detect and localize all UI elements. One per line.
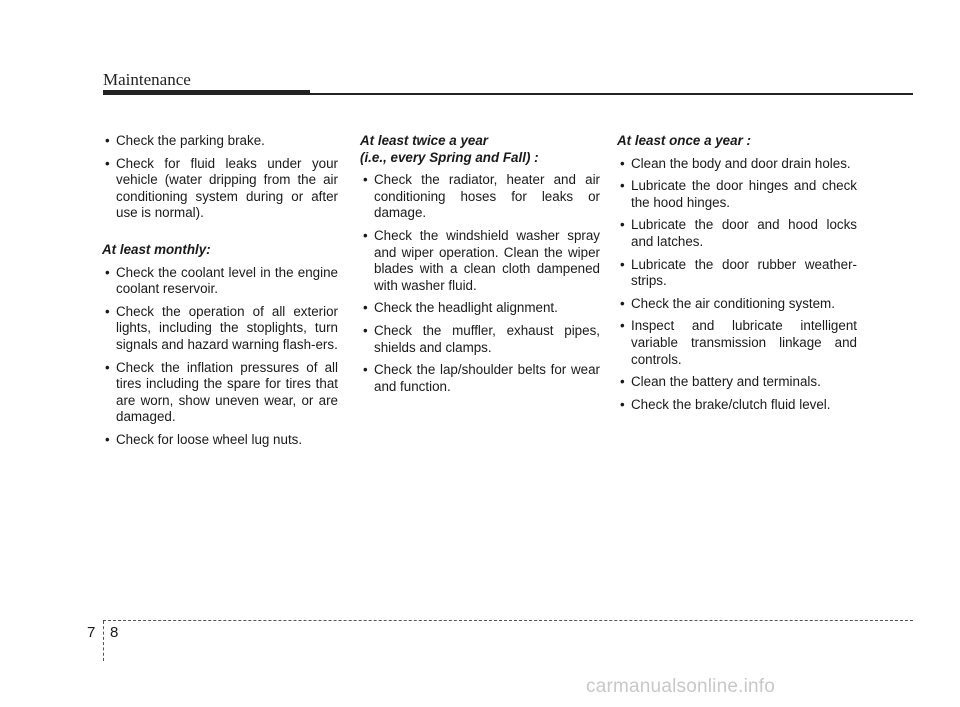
footer-rule — [103, 620, 913, 621]
bullet: • — [105, 264, 110, 280]
list-item-text: Check for loose wheel lug nuts. — [116, 431, 303, 447]
list-item-text: Check the air conditioning system. — [631, 295, 835, 311]
checklist-monthly — [102, 265, 338, 449]
list-item — [617, 217, 857, 250]
list-item — [102, 265, 338, 298]
checklist-yearly — [617, 156, 857, 414]
list-item — [360, 300, 600, 317]
list-item-text: Lubricate the door hinges and check the hood hinges. — [631, 178, 857, 210]
list-item-text: Check the brake/clutch fluid level. — [631, 396, 831, 412]
bullet: • — [620, 256, 625, 272]
checklist-twice-yearly — [360, 172, 600, 395]
list-item — [617, 397, 857, 414]
list-item-text: Check the operation of all exterior lights, including the stoplights, turn signals and hazard warning flash-ers. — [116, 303, 338, 352]
list-item-text: Check the parking brake. — [116, 133, 265, 148]
list-item — [617, 178, 857, 211]
list-item-text: Lubricate the door rubber weather-strips. — [631, 256, 857, 289]
list-item — [360, 228, 600, 294]
list-item — [102, 432, 338, 449]
list-item — [617, 257, 857, 290]
list-item — [102, 304, 338, 354]
list-item-text: Check the coolant level in the engine coolant reservoir. — [116, 264, 338, 297]
list-item-text: Check the headlight alignment. — [374, 300, 558, 316]
section-heading-monthly: At least monthly: — [102, 241, 211, 257]
checklist-top — [102, 133, 338, 222]
list-item — [360, 362, 600, 395]
section-heading-yearly: At least once a year : — [617, 133, 751, 148]
bullet: • — [620, 374, 625, 390]
list-item — [102, 156, 338, 222]
list-item-text: Check the radiator, heater and air conditioning hoses for leaks or damage. — [374, 172, 600, 221]
header-title: Maintenance — [103, 70, 191, 89]
heading-line-2: (i.e., every Spring and Fall) : — [360, 149, 539, 165]
list-item-text: Lubricate the door and hood locks and latches. — [631, 217, 857, 249]
bullet: • — [620, 396, 625, 412]
bullet: • — [620, 318, 625, 334]
list-item-text: Check the muffler, exhaust pipes, shields and clamps. — [374, 322, 600, 355]
list-item — [617, 156, 857, 173]
list-item — [102, 360, 338, 426]
bullet: • — [363, 300, 368, 316]
list-item-text: Clean the battery and terminals. — [631, 374, 821, 390]
list-item — [617, 296, 857, 313]
bullet: • — [105, 431, 110, 447]
bullet: • — [620, 217, 625, 233]
column-1 — [102, 133, 338, 455]
footer-divider — [103, 621, 104, 661]
bullet: • — [363, 362, 368, 378]
list-item — [617, 374, 857, 391]
bullet: • — [363, 227, 368, 243]
list-item — [617, 318, 857, 368]
watermark: carmanualsonline.info — [586, 676, 776, 697]
list-item-text: Check the lap/shoulder belts for wear and function. — [374, 362, 600, 394]
bullet: • — [363, 322, 368, 338]
heading-line-1: At least twice a year — [360, 133, 489, 148]
bullet: • — [105, 359, 110, 375]
bullet: • — [105, 155, 110, 171]
page-number: 8 — [110, 624, 119, 641]
bullet: • — [105, 133, 110, 148]
list-item-text: Check the windshield washer spray and wiper operation. Clean the wiper blades with a clean cloth dampened with washer fluid. — [374, 227, 600, 293]
list-item-text: Inspect and lubricate intelligent variable transmission linkage and controls. — [631, 318, 857, 367]
list-item-text: Check for fluid leaks under your vehicle (water dripping from the air conditioning system during or after use is normal). — [116, 155, 338, 221]
bullet: • — [620, 178, 625, 194]
column-2 — [360, 133, 600, 401]
page-chapter-number: 7 — [87, 624, 96, 641]
bullet: • — [620, 155, 625, 171]
list-item — [360, 172, 600, 222]
list-item — [102, 133, 338, 150]
list-item — [360, 323, 600, 356]
header-rule-thick — [103, 90, 310, 95]
bullet: • — [105, 303, 110, 319]
column-3 — [617, 133, 857, 419]
bullet: • — [620, 295, 625, 311]
bullet: • — [363, 172, 368, 188]
header-rule-thin — [310, 93, 913, 95]
list-item-text: Check the inflation pressures of all tires including the spare for tires that are worn, show uneven wear, or are damaged. — [116, 359, 338, 425]
section-heading-twice-yearly — [360, 133, 600, 166]
list-item-text: Clean the body and door drain holes. — [631, 155, 851, 171]
